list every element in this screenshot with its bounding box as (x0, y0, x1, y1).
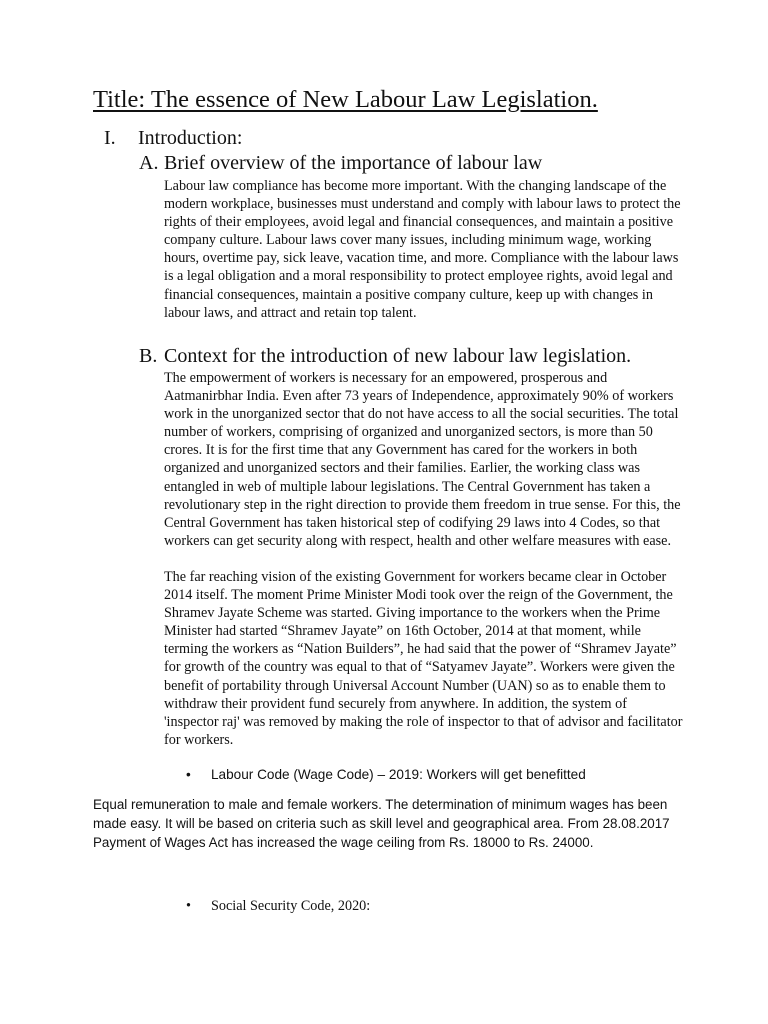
subsection-heading-text: Brief overview of the importance of labour law (164, 152, 543, 174)
bullet-symbol: • (186, 767, 191, 782)
bullet-symbol: • (186, 898, 191, 914)
subsection-heading-text: Context for the introduction of new labour law legislation. (164, 345, 632, 367)
subsection-letter: A. (139, 152, 159, 174)
paragraph-importance-of-labour-law: Labour law compliance has become more important. With the changing landscape of the modern workplace, businesses must understand and comply with labour laws to protect the rights of their employees, avoid legal and financial consequences, and maintain a positive company culture. Labour laws cover many issues, including minimum wage, working hours, overtime pay, sick leave, vacation time, and more. Compliance with the labour laws is a legal obligation and a moral responsibility to protect employee rights, avoid legal and financial consequences, maintain a positive company culture, keep up with changes in labour laws, and attract and retain top talent. (164, 178, 681, 321)
section-number: I. (104, 127, 116, 149)
paragraph-context-shramev-jayate: The far reaching vision of the existing Government for workers became clear in October 2014 itself. The moment Prime Minister Modi took over the reign of the Government, the Shramev Jayate Scheme was started. Giving importance to the workers when the Prime Minister had started “Shramev Jayate” on 16th October, 2014 at that moment, while terming the workers as “Nation Builders”, he had said that the power of “Shramev Jayate” for growth of the country was equal to that of “Satyamev Jayate”. Workers were given the benefit of portability through Universal Account Number (UAN) so as to enable them to withdraw their provident fund securely from anywhere. In addition, the system of 'inspector raj' was removed by making the role of inspector to that of advisor and facilitator for workers. (164, 569, 683, 748)
subsection-heading-a (139, 152, 542, 175)
paragraph-context-empowerment: The empowerment of workers is necessary for an empowered, prosperous and Aatmanirbhar India. Even after 73 years of Independence, approximately 90% of workers work in the unorganized sector that do not have access to all the social securities. The total number of workers, comprising of organized and unorganized sectors, is more than 50 crores. It is for the first time that any Government has cared for the workers in both organized and unorganized sectors and their families. Earlier, the working class was entangled in web of multiple labour legislations. The Central Government has taken a revolutionary step in the right direction to provide them freedom in true sense. For this, the Central Government has taken historical step of codifying 29 laws into 4 Codes, so that workers can get security along with respect, health and other welfare measures with ease. (164, 370, 681, 549)
section-heading-text: Introduction: (138, 127, 243, 149)
bullet-wage-code (186, 767, 586, 782)
document-title: Title: The essence of New Labour Law Legislation. (93, 86, 598, 113)
subsection-heading-b (139, 345, 631, 368)
bullet-social-security-code (186, 898, 370, 915)
paragraph-wage-details: Equal remuneration to male and female workers. The determination of minimum wages has been made easy. It will be based on criteria such as skill level and geographical area. From 28.08.2017 Payment of Wages Act has increased the wage ceiling from Rs. 18000 to Rs. 24000. (93, 797, 670, 850)
subsection-letter: B. (139, 345, 158, 367)
bullet-text: Social Security Code, 2020: (211, 898, 371, 914)
bullet-text: Labour Code (Wage Code) – 2019: Workers will get benefitted (211, 767, 586, 782)
section-heading-introduction (104, 127, 242, 150)
